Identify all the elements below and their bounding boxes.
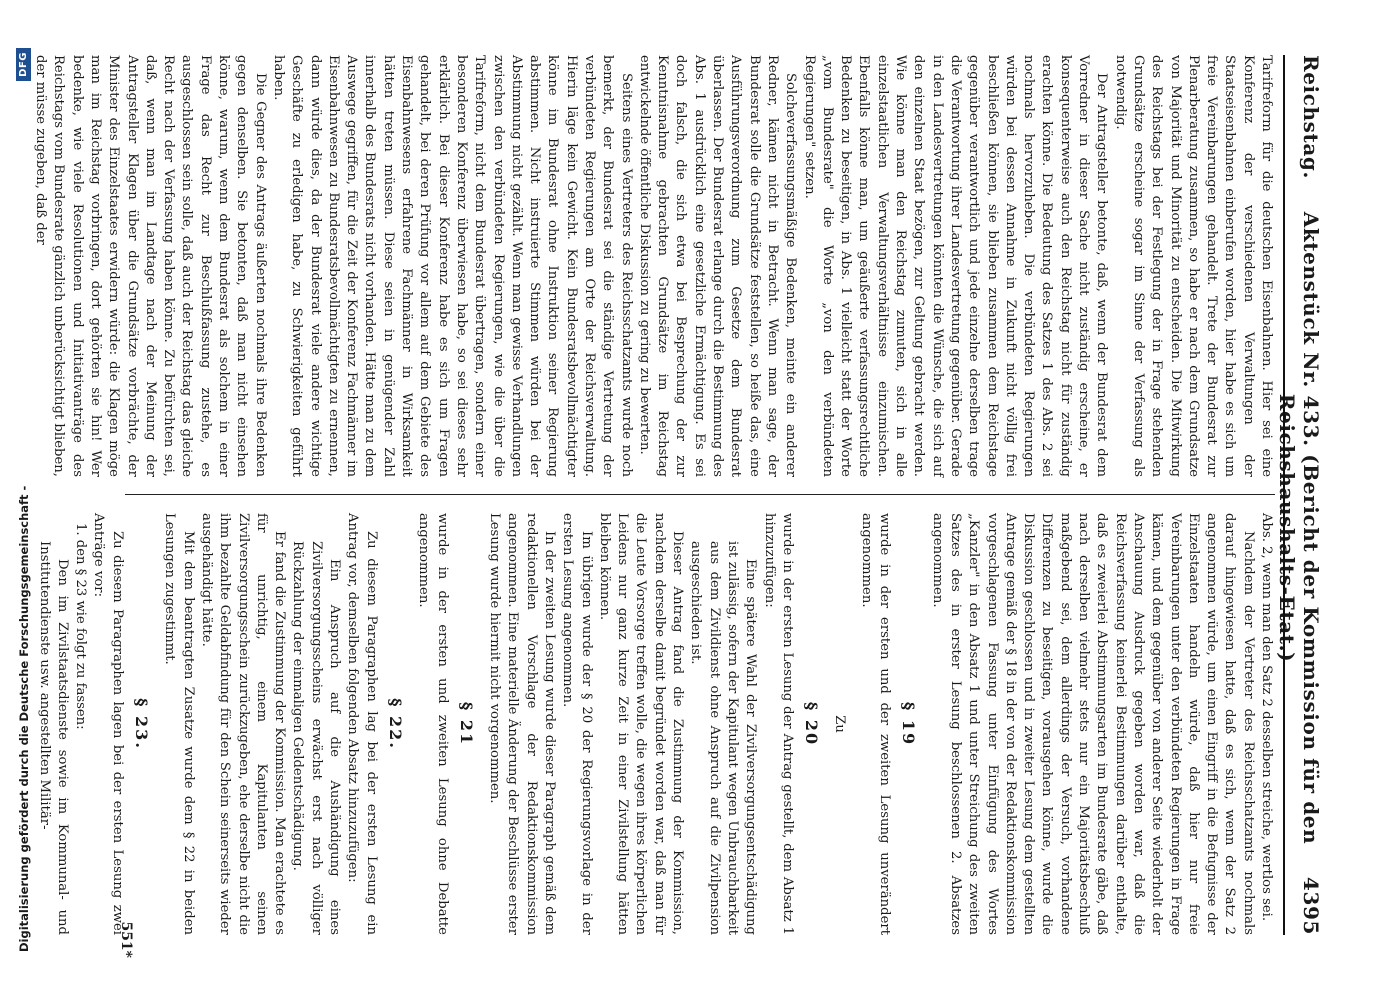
digitization-credit <box>16 48 31 952</box>
paragraph: Nachdem der Vertreter des Reichsschatzamts nochmals darauf hingewiesen hatte, daß es sich, wenn der Satz 2 angenommen würde, um einen Eingriff in die Befugnisse der Einzelstaaten handeln würde, daß hier nur freie Vereinbarungen unter den verbündeten Regierungen in Frage kämen, und dem gegenüber von anderer Seite wiederholt der Anschauung Ausdruck gegeben worden war, daß die Reichsverfassung keinerlei Bestimmungen darüber enthalte, daß es zweierlei Abstimmungsarten im Bundesrate gäbe, daß nach derselben vielmehr stets nur ein Majoritätsbeschluß maßgebend sei, dem allerdings der Versuch, vorhandene Differenzen zu beseitigen, vorausgehen könne, wurde die Diskussion geschlossen und in zweiter Lesung dem gestellten Antrage gemäß der § 18 in der von der Redaktionskommission vorgeschlagenen Fassung unter Einfügung des Wortes „Kanzler" in den Absatz 1 und unter Streichung des zweiten Satzes des in erster Lesung beschlossenen 2. Absatzes angenommen. <box>929 513 1256 935</box>
header-left: Reichstag. <box>1299 55 1323 180</box>
dfg-logo-icon: DFG <box>16 48 31 81</box>
signature-number: 551* <box>118 921 134 958</box>
paragraph: Er fand die Zustimmung der Kommission. Man erachtete es für unrichtig, einem Kapitulanten seinen Zivilversorgungsschein zurückzugeben, ehe derselbe nicht die ihm bezahlte Geldabfindung für den Schein seinerseits wieder ausgehändigt hätte. <box>198 513 288 935</box>
page-number: 4395 <box>1299 876 1323 935</box>
section-heading-19: § 19 <box>899 701 919 747</box>
list-item: 1. den § 23 wie folgt zu fassen: <box>73 523 89 730</box>
quoted-text: Den im Zivilstaatsdienste sowie im Kommunal- und Institutendienste usw. angestellten Militär- <box>36 541 70 935</box>
section-heading-23: § 23. <box>132 698 152 750</box>
paragraph: Seitens eines Vertreters des Reichsschatzamts wurde noch bemerkt, der Bundesrat sei die ständige Vertretung der verbündeten Regierungen am Orte der Reichsverwaltung. Hierin läge kein Gewicht. Kein Bundesratsbevollmächtigter könne im Bundesrat ohne Instruktion seiner Regierung abstimmen. Nicht instruierte Stimmen würden bei der Abstimmung nicht gezählt. Wenn man gewisse Verhandlungen zwischen den verbündeten Regierungen, wie die über die Tarifreform, nicht dem Bundesrat übertragen, sondern einer besonderen Konferenz überwiesen habe, so sei dieses sehr erklärlich. Bei dieser Konferenz habe es sich um Fragen gehandelt, bei deren Prüfung vor allem auf dem Gebiete des Eisenbahnwesens erfahrene Fachmänner in Wirksamkeit hätten treten müssen. Diese seien in genügender Zahl innerhalb des Bundesrats nicht vorhanden. Hätte man zu dem Auswege gegriffen, für die Zeit der Konferenz Fachmänner im Eisenbahnwesen zu Bundesratsbevollmächtigten zu ernennen, dann würde dies, da der Bundesrat viele andere wichtige Geschäfte zu erledigen habe, zu Schwierigkeiten geführt haben. <box>270 55 634 477</box>
paragraph: Zu diesem Paragraphen lagen bei der ersten Lesung zwei Anträge vor: <box>91 513 125 935</box>
paragraph: Tarifreform für die deutschen Eisenbahnen. Hier sei eine Konferenz der verschiedenen Verwaltungen der Staatseisenbahnen einberufen worden, hier habe es sich um freie Vereinbarungen gehandelt. Trete der Bundesrat zur Plenarberatung zusammen, so habe er nach dem Grundsatze von Majorität und Minorität zu entscheiden. Die Mitwirkung des Reichstags bei der Festlegung der in Frage stehenden Grundsätze erscheine sogar im Sinne der Verfassung als notwendig. <box>1112 55 1274 477</box>
section-heading-22: § 22. <box>385 698 405 750</box>
section-heading-21: § 21 <box>456 701 476 747</box>
column-divider <box>125 494 1275 495</box>
section-heading-20: § 20 <box>802 701 822 747</box>
right-column <box>36 513 1275 935</box>
paragraph: Der Antragsteller betonte, daß, wenn der Bundesrat dem Vorredner in dieser Sache nicht zuständig erscheine, er konsequenterweise auch den Reichstag nicht für zuständig erachten könne. Die Bedeutung des Satzes 1 des Abs. 2 sei nochmals hervorzuheben. Die verbündeten Regierungen würden bei dessen Annahme in Zukunft nicht völlig frei beschließen können, sie blieben zusammen dem Reichstage gegenüber verantwortlich und jede einzelne derselben trage die Verantwortung ihrer Landesvertretung gegenüber. Gerade in den Landesvertretungen könnten die Wünsche, die sich auf den einzelnen Staat bezögen, zur Geltung gebracht werden. Wie könne man den Reichstag zumuten, sich in alle einzelstaatlichen Verwaltungsverhältnisse einzumischen. Ebenfalls könne man, um geäußerte verfassungsrechtliche Bedenken zu beseitigen, in Abs. 1 vielleicht statt der Worte „vom Bundesrate" die Worte „von den verbündeten Regierungen" setzen. <box>801 55 1110 477</box>
header-title: Aktenstück Nr. 433. (Bericht der Kommission für den Reichshaushalts-Etat.) <box>1275 211 1323 845</box>
quoted-text: Eine spätere Wahl der Zivilversorgungsentschädigung ist zulässig, sofern der Kapitulant wegen Unbrauchbarkeit aus dem Zivildienst ohne Anspruch auf die Zivilpension ausgeschieden ist. <box>688 541 759 935</box>
paragraph: wurde in der ersten und der zweiten Lesung unverändert angenommen. <box>858 513 893 935</box>
paragraph: Dieser Antrag fand die Zustimmung der Kommission, nachdem derselbe damit begründet worden war, daß man für die Leute Vorsorge treffen wolle, die wegen ihres körperlichen Leidens nur ganz kurze Zeit in einer Zivilstellung hätten bleiben können. <box>596 513 686 935</box>
paragraph: Solcheverfassungsmäßige Bedenken, meinte ein anderer Redner, kämen nicht in Betracht. Wenn man sage, der Bundesrat solle die Grundsätze feststellen, so heiße das, eine Ausführungsverordnung zum Gesetze dem Bundesrat überlassen. Der Bundesrat erlange durch die Bestimmung des Abs. 1 ausdrücklich eine gesetzliche Ermächtigung. Es sei doch falsch, die sich etwa bei Besprechung der zur Kenntnisnahme gebrachten Grundsätze im Reichstag entwickelnde öffentliche Diskussion zu gering zu bewerten. <box>636 55 799 477</box>
left-column <box>33 55 1275 477</box>
paragraph: Die Gegner des Antrags äußerten nochmals ihre Bedenken gegen denselben. Sie betonten, daß man nicht einsehen könne, warum, wenn dem Bundesrat als solchem in einer Frage das Recht zur Beschlußfassung zustehe, es ausgeschlossen sein solle, daß auch der Reichstag das gleiche Recht nach der Verfassung haben könne. Zu befürchten sei, daß, wenn man im Landtage nach der Meinung der Antragsteller Klagen über die Grundsätze vorbrächte, der Minister des Einzelstaates erwidern würde: die Klagen möge man im Reichstag vorbringen, dort gehörten sie hin! Wer bedenke, wie viele Resolutionen und Initiativanträge des Reichstags vom Bundesrate gänzlich unberücksichtigt blieben, der müsse zugeben, daß der <box>33 55 268 477</box>
paragraph: wurde in der ersten und zweiten Lesung ohne Debatte angenommen. <box>416 513 450 935</box>
header-rule <box>1283 55 1285 935</box>
paragraph: Im übrigen wurde der § 20 der Regierungsvorlage in der ersten Lesung angenommen. <box>560 513 594 935</box>
paragraph: wurde in der ersten Lesung der Antrag gestellt, dem Absatz 1 hinzuzufügen: <box>761 513 795 935</box>
zu-label: Zu <box>832 715 848 733</box>
quoted-text: Ein Anspruch auf die Aushändigung eines Zivilversorgungsscheins erwächst erst nach völliger Rückzahlung der einmaligen Geldentschädigung. <box>290 541 343 935</box>
paragraph: Zu diesem Paragraphen lag bei der ersten Lesung ein Antrag vor, demselben folgenden Absatz hinzuzufügen: <box>345 513 379 935</box>
running-header <box>1275 55 1323 935</box>
page-content <box>33 55 1323 935</box>
paragraph: Mit dem beantragten Zusatze wurde dem § 22 in beiden Lesungen zugestimmt. <box>162 513 196 935</box>
paragraph: In der zweiten Lesung wurde dieser Paragraph gemäß dem redaktionellen Vorschlage der Redaktionskommission angenommen. Eine materielle Änderung der Beschlüsse erster Lesung wurde hiermit nicht vorgenommen. <box>487 513 558 935</box>
credit-text: Digitalisierung gefördert durch die Deutsche Forschungsgemeinschaft - <box>16 485 31 952</box>
paragraph: Abs. 2, wenn man den Satz 2 desselben streiche, wertlos sei. <box>1259 513 1274 922</box>
